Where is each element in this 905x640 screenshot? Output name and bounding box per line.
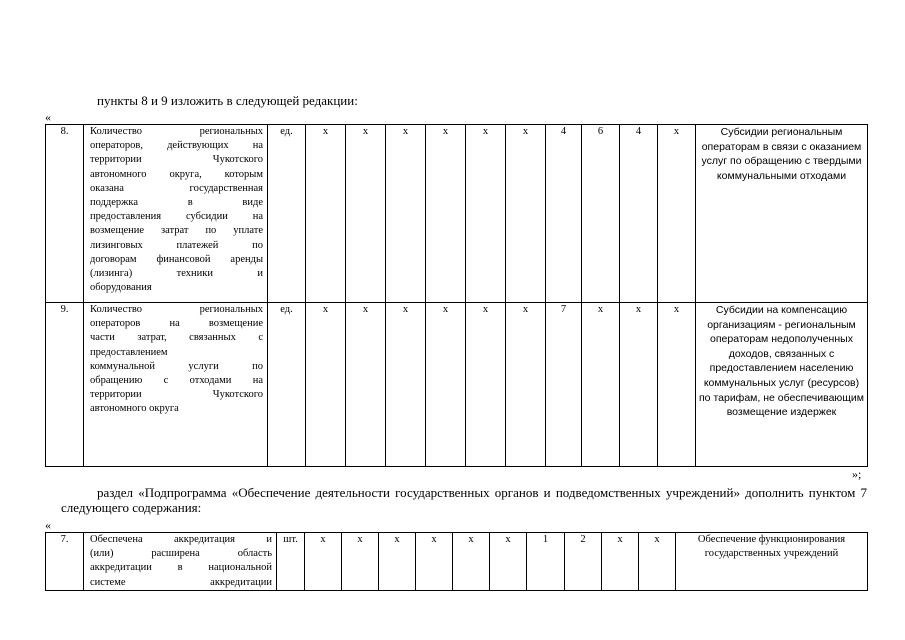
value-cell: x [386, 303, 426, 467]
value-cell: x [506, 303, 546, 467]
value-cell: 7 [546, 303, 582, 467]
quote-open-2: « [45, 518, 51, 532]
row-name [84, 533, 277, 591]
name-line: возмещение затрат по уплате [90, 225, 263, 237]
name-line: Обеспечена аккредитация и [90, 534, 272, 545]
value-cell: x [346, 303, 386, 467]
table-row [46, 533, 868, 591]
value-cell: x [582, 303, 620, 467]
name-line: договорам финансовой аренды [90, 253, 263, 265]
name-line: системе аккредитации [90, 576, 272, 588]
name-line: операторов на возмещение [90, 318, 263, 330]
table-row [46, 125, 868, 303]
name-line: операторов, действующих на [90, 140, 263, 152]
name-line: оборудования [90, 282, 152, 294]
value-cell: x [658, 303, 696, 467]
value-cell: x [620, 303, 658, 467]
row-number: 7. [46, 533, 84, 591]
value-cell: x [386, 125, 426, 303]
note-cell: Обеспечение функционирования государственных учреждений [676, 533, 868, 591]
name-line: территории Чукотского [90, 154, 263, 166]
value-cell: x [379, 533, 416, 591]
name-line: автономного округа, которым [90, 168, 263, 180]
value-cell: x [466, 303, 506, 467]
row-name [84, 303, 268, 467]
value-cell: 4 [620, 125, 658, 303]
value-cell: x [306, 303, 346, 467]
value-cell: x [639, 533, 676, 591]
name-line: Количество региональных [90, 304, 263, 315]
name-line: поддержка в виде [90, 197, 263, 209]
value-cell: x [426, 125, 466, 303]
value-cell: x [346, 125, 386, 303]
row-name [84, 125, 268, 303]
name-line: коммунальной услуги по [90, 360, 263, 372]
name-line: предоставлением [90, 346, 168, 358]
indicators-table-2 [45, 532, 868, 591]
value-cell: x [466, 125, 506, 303]
name-line: Количество региональных [90, 126, 263, 137]
name-line: территории Чукотского [90, 389, 263, 401]
value-cell: 6 [582, 125, 620, 303]
value-cell: x [490, 533, 527, 591]
name-line: (лизинга) техники и [90, 268, 263, 280]
name-line: части затрат, связанных с [90, 332, 263, 344]
name-line: лизинговых платежей по [90, 239, 263, 251]
unit-cell: шт. [277, 533, 305, 591]
name-line: предоставления субсидии на [90, 211, 263, 223]
value-cell: 4 [546, 125, 582, 303]
value-cell: 1 [527, 533, 565, 591]
note-cell: Субсидии региональным операторам в связи с оказанием услуг по обращению с твердыми коммунальными отходами [696, 125, 868, 303]
unit-cell: ед. [268, 303, 306, 467]
value-cell: x [416, 533, 453, 591]
section-text: раздел «Подпрограмма «Обеспечение деятельности государственных органов и подведомственных учреждений» дополнить пунктом 7 следующего содержания: [61, 485, 867, 515]
row-number: 9. [46, 303, 84, 467]
intro-text: пункты 8 и 9 изложить в следующей редакции: [97, 93, 358, 108]
value-cell: x [506, 125, 546, 303]
name-line: (или) расширена область [90, 548, 272, 560]
quote-open-1: « [45, 110, 51, 124]
value-cell: x [342, 533, 379, 591]
unit-cell: ед. [268, 125, 306, 303]
value-cell: x [453, 533, 490, 591]
value-cell: x [658, 125, 696, 303]
name-line: аккредитации в национальной [90, 562, 272, 574]
table-row [46, 303, 868, 467]
value-cell: x [602, 533, 639, 591]
value-cell: x [306, 125, 346, 303]
value-cell: x [305, 533, 342, 591]
name-line: оказана государственная [90, 182, 263, 194]
name-line: автономного округа [90, 403, 179, 415]
row-number: 8. [46, 125, 84, 303]
note-cell: Субсидии на компенсацию организациям - региональным операторам недополученных доходов, связанных с предоставлением населению коммунальных услуг (ресурсов) по тарифам, не обеспечивающим возмещение издержек [696, 303, 868, 467]
name-line: обращению с отходами на [90, 375, 263, 387]
quote-close: »; [852, 467, 862, 481]
indicators-table-1 [45, 124, 868, 467]
value-cell: 2 [565, 533, 602, 591]
value-cell: x [426, 303, 466, 467]
